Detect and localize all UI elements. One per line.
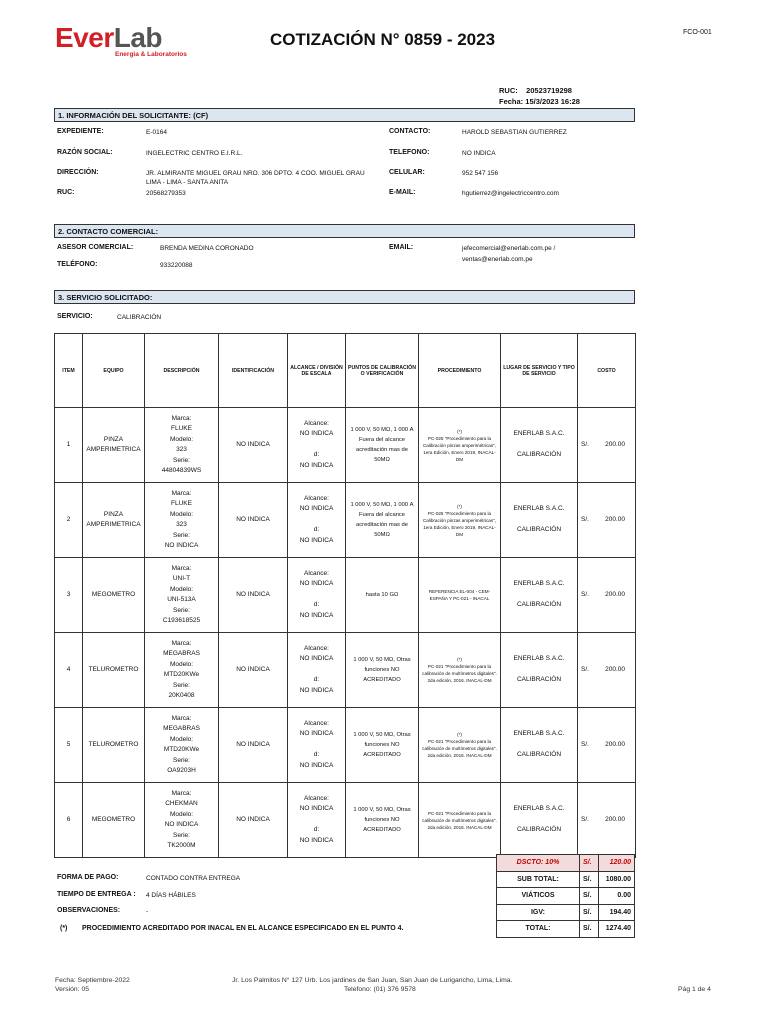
email-label: E-MAIL: bbox=[389, 189, 416, 196]
totals-label: DSCTO: 10% bbox=[497, 855, 580, 872]
direccion-label: DIRECCIÓN: bbox=[57, 169, 99, 176]
descripcion-line: Serie: bbox=[173, 456, 190, 464]
totals-value: 120.00 bbox=[599, 855, 635, 872]
alcance-line: d: bbox=[313, 451, 320, 459]
descripcion-line: NO INDICA bbox=[164, 542, 199, 549]
cell-alcance bbox=[288, 783, 346, 858]
cell-lugar bbox=[501, 408, 578, 483]
tiempo-entrega-label: TIEMPO DE ENTREGA : bbox=[57, 891, 136, 898]
accreditation-note: PROCEDIMIENTO ACREDITADO POR INACAL EN EL ALCANCE ESPECIFICADO EN EL PUNTO 4. bbox=[82, 925, 404, 932]
procedimiento-line: REFERENCIA EL-004 - CEM-ESPAÑA Y PC-021 - INACAL bbox=[428, 589, 491, 601]
lugar-line: CALIBRACIÓN bbox=[516, 601, 562, 609]
column-header: ITEM bbox=[55, 334, 83, 408]
procedimiento-line: PC-025 "Procedimiento para la Calibración pinzas amperimétricas", 1era Edición, Enero 2019, INACAL-DM bbox=[422, 435, 497, 462]
cost-amount: 200.00 bbox=[605, 440, 625, 448]
column-header: COSTO bbox=[578, 334, 636, 408]
cell-lugar bbox=[501, 558, 578, 633]
lugar-line bbox=[503, 815, 575, 826]
cell-lugar bbox=[501, 783, 578, 858]
column-header: ALCANCE / DIVISIÓN DE ESCALA bbox=[288, 334, 346, 408]
cell-equipo: PINZA AMPERIMETRICA bbox=[83, 408, 145, 483]
forma-pago-value: CONTADO CONTRA ENTREGA bbox=[146, 875, 241, 882]
descripcion-line: Serie: bbox=[173, 756, 190, 764]
cell-descripcion bbox=[145, 708, 219, 783]
descripcion-line: 323 bbox=[176, 521, 187, 528]
cell-procedimiento bbox=[419, 483, 501, 558]
cell-procedimiento bbox=[419, 558, 501, 633]
alcance-line: NO INDICA bbox=[299, 536, 334, 544]
totals-row bbox=[497, 921, 635, 938]
column-header: IDENTIFICACIÓN bbox=[219, 334, 288, 408]
cell-descripcion bbox=[145, 558, 219, 633]
logo-text-lab: Lab bbox=[113, 22, 162, 53]
expediente-label: EXPEDIENTE: bbox=[57, 128, 104, 135]
asesor-email-value-2: ventas@enerlab.com.pe bbox=[462, 256, 533, 263]
cell-lugar bbox=[501, 483, 578, 558]
footer-phone: Telefono: (01) 376 9578 bbox=[344, 986, 416, 993]
alcance-line: d: bbox=[313, 526, 320, 534]
alcance-line bbox=[290, 515, 343, 526]
procedimiento-line: PC-021 "Procedimiento para la calibración de multímetros digitales". 2da edición, 2016. INACAL-DM bbox=[422, 664, 497, 683]
footer-page-number: Pág 1 de 4 bbox=[678, 986, 711, 993]
descripcion-line: MEGABRAS bbox=[163, 650, 200, 657]
descripcion-line: TK2000M bbox=[167, 842, 196, 849]
lugar-line: CALIBRACIÓN bbox=[516, 826, 562, 834]
currency-symbol: S/. bbox=[581, 440, 589, 448]
cell-alcance bbox=[288, 633, 346, 708]
company-ruc-value: 20523719298 bbox=[526, 86, 572, 95]
alcance-line: NO INDICA bbox=[299, 730, 334, 738]
cell-equipo: PINZA AMPERIMETRICA bbox=[83, 483, 145, 558]
note-mark: (*) bbox=[60, 925, 68, 932]
descripcion-line: Marca: bbox=[171, 489, 192, 497]
column-header: PROCEDIMIENTO bbox=[419, 334, 501, 408]
descripcion-line: Serie: bbox=[173, 606, 190, 614]
cost-amount: 200.00 bbox=[605, 815, 625, 823]
lugar-line bbox=[503, 590, 575, 601]
descripcion-line: FLUKE bbox=[171, 500, 192, 507]
currency-symbol: S/. bbox=[581, 665, 589, 673]
cell-equipo: TELUROMETRO bbox=[83, 708, 145, 783]
footer-fecha: Fecha: Septiembre-2022 bbox=[55, 977, 130, 984]
cell-puntos: 1 000 V, 50 MΩ, Otras funciones NO ACREDITADO bbox=[346, 708, 419, 783]
descripcion-line: Serie: bbox=[173, 831, 190, 839]
asesor-telefono-value: 933220088 bbox=[160, 262, 193, 269]
alcance-line bbox=[290, 590, 343, 601]
procedimiento-line: (*) bbox=[457, 732, 462, 737]
cell-costo bbox=[578, 783, 636, 858]
razon-social-value: INGELECTRIC CENTRO E.I.R.L. bbox=[146, 150, 243, 157]
celular-value: 952 547 156 bbox=[462, 170, 499, 177]
items-table bbox=[54, 333, 636, 858]
currency-symbol: S/. bbox=[581, 515, 589, 523]
asesor-telefono-label: TELÉFONO: bbox=[57, 261, 98, 268]
totals-table bbox=[496, 854, 635, 938]
totals-label: TOTAL: bbox=[497, 921, 580, 938]
totals-label: VIÁTICOS bbox=[497, 888, 580, 905]
alcance-line: NO INDICA bbox=[299, 686, 334, 694]
descripcion-line: MEGABRAS bbox=[163, 725, 200, 732]
column-header: LUGAR DE SERVICIO Y TIPO DE SERVICIO bbox=[501, 334, 578, 408]
descripcion-line: 323 bbox=[176, 446, 187, 453]
alcance-line: d: bbox=[313, 751, 320, 759]
asesor-email-label: EMAIL: bbox=[389, 244, 414, 251]
asesor-value: BRENDA MEDINA CORONADO bbox=[160, 245, 254, 252]
alcance-line: NO INDICA bbox=[299, 505, 334, 513]
alcance-line: Alcance: bbox=[304, 644, 329, 652]
expediente-value: E-0164 bbox=[146, 129, 167, 136]
alcance-line bbox=[290, 665, 343, 676]
telefono-value: NO INDICA bbox=[462, 150, 496, 157]
alcance-line: Alcance: bbox=[304, 419, 329, 427]
descripcion-line: Modelo: bbox=[169, 585, 194, 593]
totals-value: 1274.40 bbox=[599, 921, 635, 938]
totals-value: 1080.00 bbox=[599, 871, 635, 888]
lugar-line bbox=[503, 740, 575, 751]
descripcion-line: FLUKE bbox=[171, 425, 192, 432]
totals-row bbox=[497, 904, 635, 921]
descripcion-line: Marca: bbox=[171, 414, 192, 422]
procedimiento-line: PC-025 "Procedimiento para la Calibración pinzas amperimétricas", 1era Edición, Enero 2019, INACAL-DM bbox=[422, 510, 497, 537]
date-label: Fecha: bbox=[499, 97, 524, 106]
cell-lugar bbox=[501, 633, 578, 708]
client-ruc-value: 20568279353 bbox=[146, 190, 186, 197]
cell-item: 5 bbox=[55, 708, 83, 783]
descripcion-line: Modelo: bbox=[169, 735, 194, 743]
cell-costo bbox=[578, 558, 636, 633]
currency-symbol: S/. bbox=[581, 740, 589, 748]
cell-puntos: 1 000 V, 50 MΩ, 1 000 A Fuera del alcance acreditación mas de 50MΩ bbox=[346, 408, 419, 483]
alcance-line: NO INDICA bbox=[299, 805, 334, 813]
cell-identificacion: NO INDICA bbox=[219, 483, 288, 558]
footer-version: Versión: 05 bbox=[55, 986, 90, 993]
procedimiento-line: PC-021 "Procedimiento para la calibración de multímetros digitales". 2da edición, 2016. INACAL-DM bbox=[422, 810, 497, 830]
table-body bbox=[55, 408, 636, 858]
alcance-line: Alcance: bbox=[304, 794, 329, 802]
section-3-header: 3. SERVICIO SOLICITADO: bbox=[54, 290, 635, 304]
cost-amount: 200.00 bbox=[605, 740, 625, 748]
totals-row bbox=[497, 855, 635, 872]
lugar-line: ENERLAB S.A.C. bbox=[513, 580, 565, 588]
totals-row bbox=[497, 871, 635, 888]
alcance-line: NO INDICA bbox=[299, 430, 334, 438]
cell-identificacion: NO INDICA bbox=[219, 633, 288, 708]
procedimiento-line: (*) bbox=[457, 428, 462, 434]
table-row bbox=[55, 483, 636, 558]
cell-descripcion bbox=[145, 483, 219, 558]
contacto-value: HAROLD SEBASTIAN GUTIERREZ bbox=[462, 129, 567, 136]
company-ruc-date bbox=[499, 85, 580, 107]
client-ruc-label: RUC: bbox=[57, 189, 75, 196]
observaciones-label: OBSERVACIONES: bbox=[57, 907, 121, 914]
descripcion-line: 44804839WS bbox=[161, 467, 202, 474]
logo-text-ever: Ever bbox=[55, 22, 114, 53]
section-2-header: 2. CONTACTO COMERCIAL: bbox=[54, 224, 635, 238]
cell-item: 4 bbox=[55, 633, 83, 708]
descripcion-line: 20K0408 bbox=[168, 692, 195, 699]
cell-identificacion: NO INDICA bbox=[219, 708, 288, 783]
descripcion-line: CHEKMAN bbox=[165, 800, 198, 807]
table-row bbox=[55, 708, 636, 783]
descripcion-line: Modelo: bbox=[169, 435, 194, 443]
lugar-line: ENERLAB S.A.C. bbox=[513, 655, 565, 663]
cell-item: 6 bbox=[55, 783, 83, 858]
cell-alcance bbox=[288, 483, 346, 558]
cell-identificacion: NO INDICA bbox=[219, 558, 288, 633]
lugar-line: ENERLAB S.A.C. bbox=[513, 505, 565, 513]
descripcion-line: Marca: bbox=[171, 639, 192, 647]
cell-puntos: 1 000 V, 50 MΩ, Otras funciones NO ACREDITADO bbox=[346, 783, 419, 858]
lugar-line bbox=[503, 665, 575, 676]
alcance-line: NO INDICA bbox=[299, 461, 334, 469]
cell-procedimiento bbox=[419, 783, 501, 858]
cell-lugar bbox=[501, 708, 578, 783]
cell-puntos: 1 000 V, 50 MΩ, Otras funciones NO ACREDITADO bbox=[346, 633, 419, 708]
alcance-line: d: bbox=[313, 676, 320, 684]
section-1-header: 1. INFORMACIÓN DEL SOLICITANTE: (CF) bbox=[54, 108, 635, 122]
descripcion-line: NO INDICA bbox=[164, 821, 199, 828]
cell-puntos: 1 000 V, 50 MΩ, 1 000 A Fuera del alcance acreditación mas de 50MΩ bbox=[346, 483, 419, 558]
alcance-line: NO INDICA bbox=[299, 580, 334, 588]
descripcion-line: C193618525 bbox=[162, 617, 201, 624]
alcance-line: NO INDICA bbox=[299, 836, 334, 844]
cell-identificacion: NO INDICA bbox=[219, 408, 288, 483]
totals-currency: S/. bbox=[580, 888, 599, 905]
observaciones-value: - bbox=[146, 908, 149, 915]
lugar-line: CALIBRACIÓN bbox=[516, 751, 562, 759]
alcance-line: NO INDICA bbox=[299, 761, 334, 769]
cell-puntos: hasta 10 GΩ bbox=[346, 558, 419, 633]
cell-item: 1 bbox=[55, 408, 83, 483]
alcance-line: NO INDICA bbox=[299, 655, 334, 663]
form-code: FCO-001 bbox=[683, 29, 712, 36]
asesor-label: ASESOR COMERCIAL: bbox=[57, 244, 134, 251]
descripcion-line: Modelo: bbox=[169, 810, 194, 818]
cell-procedimiento bbox=[419, 408, 501, 483]
procedimiento-line: (*) bbox=[457, 657, 462, 662]
telefono-label: TELEFONO: bbox=[389, 149, 430, 156]
cell-procedimiento bbox=[419, 633, 501, 708]
celular-label: CELULAR: bbox=[389, 169, 425, 176]
descripcion-line: Serie: bbox=[173, 681, 190, 689]
totals-currency: S/. bbox=[580, 921, 599, 938]
cell-costo bbox=[578, 708, 636, 783]
lugar-line: ENERLAB S.A.C. bbox=[513, 430, 565, 438]
cell-descripcion bbox=[145, 408, 219, 483]
column-header: DESCRIPCIÓN bbox=[145, 334, 219, 408]
descripcion-line: UNI-513A bbox=[167, 596, 196, 603]
asesor-email-value-1: jefecomercial@enerlab.com.pe / bbox=[462, 245, 556, 252]
alcance-line bbox=[290, 740, 343, 751]
contacto-label: CONTACTO: bbox=[389, 128, 431, 135]
date-value: 15/3/2023 16:28 bbox=[525, 97, 580, 106]
cell-costo bbox=[578, 633, 636, 708]
logo-subtitle: Energía & Laboratorios bbox=[115, 51, 187, 58]
descripcion-line: UNI-T bbox=[172, 575, 191, 582]
lugar-line: ENERLAB S.A.C. bbox=[513, 805, 565, 813]
cost-amount: 200.00 bbox=[605, 515, 625, 523]
cell-identificacion: NO INDICA bbox=[219, 783, 288, 858]
cell-alcance bbox=[288, 408, 346, 483]
procedimiento-line: PC-021 "Procedimiento para la calibración de multímetros digitales". 2da edición, 2016. INACAL-DM bbox=[422, 739, 497, 758]
company-ruc-label: RUC: bbox=[499, 86, 518, 95]
totals-currency: S/. bbox=[580, 904, 599, 921]
descripcion-line: OA9203H bbox=[167, 767, 196, 774]
descripcion-line: MTD20KWe bbox=[163, 746, 200, 753]
alcance-line: d: bbox=[313, 826, 320, 834]
cell-item: 3 bbox=[55, 558, 83, 633]
cell-equipo: TELUROMETRO bbox=[83, 633, 145, 708]
table-header-row bbox=[55, 334, 636, 408]
servicio-label: SERVICIO: bbox=[57, 313, 93, 320]
alcance-line: NO INDICA bbox=[299, 611, 334, 619]
cell-equipo: MEGOMETRO bbox=[83, 783, 145, 858]
descripcion-line: Marca: bbox=[171, 714, 192, 722]
totals-value: 0.00 bbox=[599, 888, 635, 905]
forma-pago-label: FORMA DE PAGO: bbox=[57, 874, 119, 881]
footer-address: Jr. Los Palmitos N° 127 Urb. Los jardines de San Juan, San Juan de Lurigancho, Lima, Lima. bbox=[232, 977, 513, 984]
descripcion-line: Marca: bbox=[171, 564, 192, 572]
descripcion-line: Modelo: bbox=[169, 510, 194, 518]
cell-costo bbox=[578, 408, 636, 483]
lugar-line bbox=[503, 440, 575, 451]
table-row bbox=[55, 408, 636, 483]
cell-descripcion bbox=[145, 783, 219, 858]
lugar-line bbox=[503, 515, 575, 526]
cell-procedimiento bbox=[419, 708, 501, 783]
totals-value: 194.40 bbox=[599, 904, 635, 921]
descripcion-line: MTD20KWe bbox=[163, 671, 200, 678]
table-row bbox=[55, 633, 636, 708]
cell-alcance bbox=[288, 558, 346, 633]
email-value: hgutierrez@ingelectriccentro.com bbox=[462, 190, 559, 197]
alcance-line bbox=[290, 815, 343, 826]
cell-descripcion bbox=[145, 633, 219, 708]
lugar-line: CALIBRACIÓN bbox=[516, 451, 562, 459]
table-row bbox=[55, 558, 636, 633]
cell-item: 2 bbox=[55, 483, 83, 558]
alcance-line bbox=[290, 440, 343, 451]
lugar-line: CALIBRACIÓN bbox=[516, 676, 562, 684]
descripcion-line: Marca: bbox=[171, 789, 192, 797]
totals-label: SUB TOTAL: bbox=[497, 871, 580, 888]
totals-currency: S/. bbox=[580, 871, 599, 888]
alcance-line: d: bbox=[313, 601, 320, 609]
totals-currency: S/. bbox=[580, 855, 599, 872]
alcance-line: Alcance: bbox=[304, 494, 329, 502]
column-header: EQUIPO bbox=[83, 334, 145, 408]
descripcion-line: Modelo: bbox=[169, 660, 194, 668]
alcance-line: Alcance: bbox=[304, 569, 329, 577]
cost-amount: 200.00 bbox=[605, 665, 625, 673]
table-row bbox=[55, 783, 636, 858]
totals-row bbox=[497, 888, 635, 905]
alcance-line: Alcance: bbox=[304, 719, 329, 727]
currency-symbol: S/. bbox=[581, 590, 589, 598]
descripcion-line: Serie: bbox=[173, 531, 190, 539]
totals-label: IGV: bbox=[497, 904, 580, 921]
cell-equipo: MEGOMETRO bbox=[83, 558, 145, 633]
currency-symbol: S/. bbox=[581, 815, 589, 823]
cell-costo bbox=[578, 483, 636, 558]
enerlab-logo bbox=[55, 22, 162, 54]
lugar-line: CALIBRACIÓN bbox=[516, 526, 562, 534]
tiempo-entrega-value: 4 DÍAS HÁBILES bbox=[146, 892, 196, 899]
column-header: PUNTOS DE CALIBRACIÓN O VERIFICACIÓN bbox=[346, 334, 419, 408]
servicio-value: CALIBRACIÓN bbox=[117, 314, 162, 321]
cell-alcance bbox=[288, 708, 346, 783]
direccion-value: JR. ALMIRANTE MIGUEL GRAU NRO. 306 DPTO. 4 COO. MIGUEL GRAU LIMA - LIMA - SANTA ANITA bbox=[146, 170, 365, 186]
razon-social-label: RAZÓN SOCIAL: bbox=[57, 149, 113, 156]
document-title: COTIZACIÓN N° 0859 - 2023 bbox=[270, 30, 496, 49]
procedimiento-line: (*) bbox=[457, 503, 462, 509]
cost-amount: 200.00 bbox=[605, 590, 625, 598]
lugar-line: ENERLAB S.A.C. bbox=[513, 730, 565, 738]
